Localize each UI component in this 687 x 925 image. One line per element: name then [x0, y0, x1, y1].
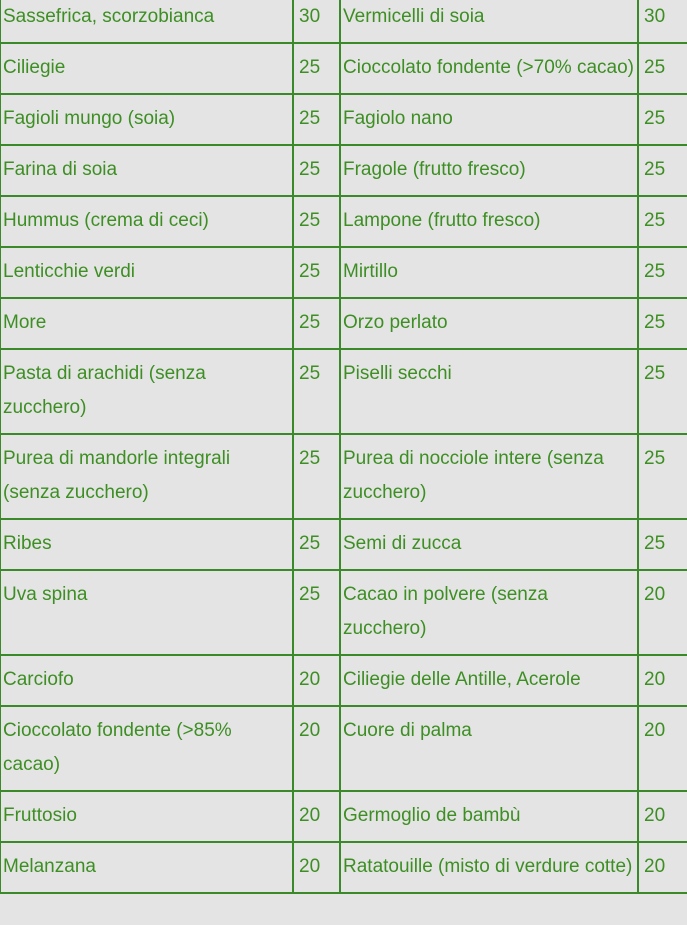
food-name-cell: Lenticchie verdi	[0, 247, 293, 298]
table-row	[0, 434, 687, 519]
index-value-cell: 25	[638, 145, 687, 196]
index-value-cell: 25	[293, 519, 340, 570]
food-name-cell: Lampone (frutto fresco)	[340, 196, 638, 247]
index-value-cell: 25	[293, 145, 340, 196]
index-value-cell: 20	[293, 706, 340, 791]
index-value-cell: 25	[293, 94, 340, 145]
food-name-cell: Orzo perlato	[340, 298, 638, 349]
index-value-cell: 30	[293, 0, 340, 43]
food-name-cell: Pasta di arachidi (senza zucchero)	[0, 349, 293, 434]
table-row	[0, 349, 687, 434]
food-name-cell: Piselli secchi	[340, 349, 638, 434]
index-value-cell: 20	[293, 791, 340, 842]
food-name-cell: Fagiolo nano	[340, 94, 638, 145]
index-value-cell: 20	[638, 706, 687, 791]
index-value-cell: 20	[638, 791, 687, 842]
index-value-cell: 20	[638, 655, 687, 706]
index-value-cell: 25	[638, 196, 687, 247]
index-value-cell: 20	[293, 655, 340, 706]
food-name-cell: Cioccolato fondente (>70% cacao)	[340, 43, 638, 94]
index-value-cell: 20	[638, 570, 687, 655]
food-name-cell: Fruttosio	[0, 791, 293, 842]
index-value-cell: 25	[293, 349, 340, 434]
food-name-cell: Sassefrica, scorzobianca	[0, 0, 293, 43]
food-name-cell: Ribes	[0, 519, 293, 570]
table-row	[0, 0, 687, 43]
table-row	[0, 842, 687, 893]
food-name-cell: Purea di nocciole intere (senza zucchero)	[340, 434, 638, 519]
table-row	[0, 570, 687, 655]
food-name-cell: Germoglio de bambù	[340, 791, 638, 842]
food-name-cell: Semi di zucca	[340, 519, 638, 570]
index-value-cell: 20	[638, 842, 687, 893]
table-row	[0, 43, 687, 94]
food-name-cell: Ciliegie delle Antille, Acerole	[340, 655, 638, 706]
index-value-cell: 25	[638, 247, 687, 298]
table-row	[0, 145, 687, 196]
index-value-cell: 25	[638, 298, 687, 349]
table-row	[0, 706, 687, 791]
index-value-cell: 30	[638, 0, 687, 43]
index-value-cell: 25	[293, 298, 340, 349]
index-value-cell: 25	[293, 434, 340, 519]
food-name-cell: Cioccolato fondente (>85% cacao)	[0, 706, 293, 791]
table-row	[0, 196, 687, 247]
index-value-cell: 25	[293, 570, 340, 655]
food-name-cell: Farina di soia	[0, 145, 293, 196]
food-name-cell: Hummus (crema di ceci)	[0, 196, 293, 247]
index-value-cell: 25	[638, 94, 687, 145]
food-name-cell: Ciliegie	[0, 43, 293, 94]
food-name-cell: More	[0, 298, 293, 349]
food-name-cell: Vermicelli di soia	[340, 0, 638, 43]
food-name-cell: Uva spina	[0, 570, 293, 655]
index-value-cell: 25	[293, 43, 340, 94]
index-value-cell: 25	[638, 349, 687, 434]
food-name-cell: Cacao in polvere (senza zucchero)	[340, 570, 638, 655]
table-row	[0, 519, 687, 570]
table-row	[0, 94, 687, 145]
table-row	[0, 298, 687, 349]
table-row	[0, 247, 687, 298]
table-row	[0, 655, 687, 706]
food-name-cell: Melanzana	[0, 842, 293, 893]
food-name-cell: Cuore di palma	[340, 706, 638, 791]
index-value-cell: 25	[638, 43, 687, 94]
food-name-cell: Mirtillo	[340, 247, 638, 298]
index-value-cell: 25	[293, 196, 340, 247]
index-value-cell: 25	[293, 247, 340, 298]
food-name-cell: Fragole (frutto fresco)	[340, 145, 638, 196]
food-name-cell: Fagioli mungo (soia)	[0, 94, 293, 145]
index-value-cell: 25	[638, 434, 687, 519]
food-name-cell: Ratatouille (misto di verdure cotte)	[340, 842, 638, 893]
index-value-cell: 25	[638, 519, 687, 570]
food-name-cell: Purea di mandorle integrali (senza zucchero)	[0, 434, 293, 519]
index-value-cell: 20	[293, 842, 340, 893]
table-row	[0, 791, 687, 842]
food-name-cell: Carciofo	[0, 655, 293, 706]
